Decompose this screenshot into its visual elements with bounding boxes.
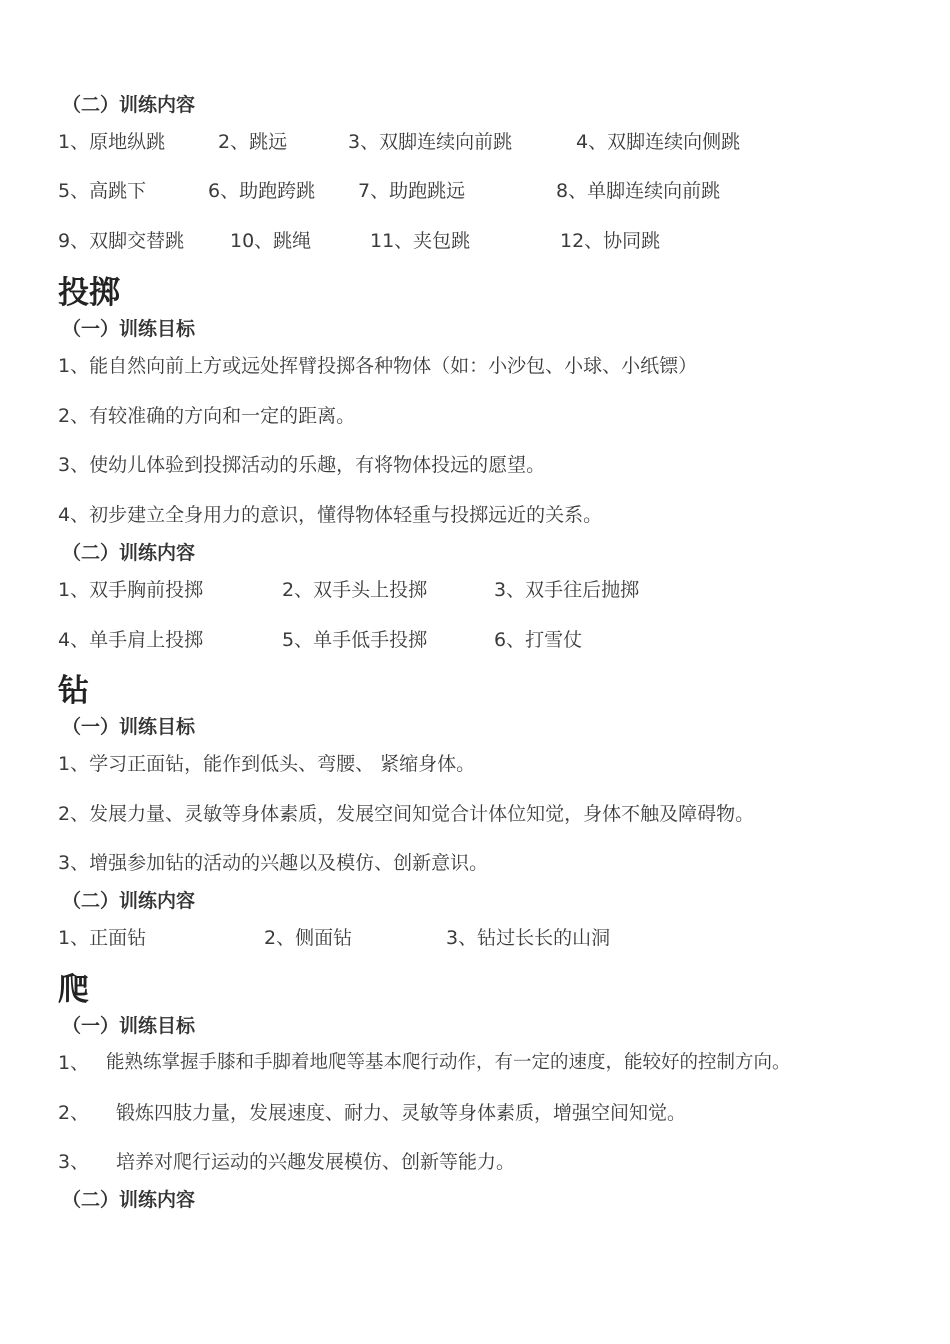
climbing-heading: 爬	[58, 972, 89, 1008]
jump-item-8: 8、单脚连续向前跳	[556, 180, 721, 202]
jump-item-12: 12、协同跳	[560, 230, 661, 252]
drill-item-3: 3、钻过长长的山洞	[446, 927, 611, 949]
throwing-heading: 投掷	[58, 275, 120, 311]
drill-item-1: 1、正面钻	[58, 927, 147, 949]
drill-item-2: 2、侧面钻	[264, 927, 353, 949]
climbing-goal-1-text: 能熟练掌握手膝和手脚着地爬等基本爬行动作，有一定的速度，能较好的控制方向。	[106, 1052, 791, 1073]
climbing-goal-3-number: 3、	[58, 1151, 90, 1173]
jump-item-9: 9、双脚交替跳	[58, 230, 185, 252]
jump-item-6: 6、助跑跨跳	[208, 180, 316, 202]
jump-item-3: 3、双脚连续向前跳	[348, 131, 513, 153]
throwing-goal-3: 3、使幼儿体验到投掷活动的乐趣，有将物体投远的愿望。	[58, 454, 546, 476]
jump-item-2: 2、跳远	[218, 131, 288, 153]
jump-item-4: 4、双脚连续向侧跳	[576, 131, 741, 153]
drilling-goal-3: 3、增强参加钻的活动的兴趣以及模仿、创新意识。	[58, 852, 489, 874]
climbing-goal-3-text: 培养对爬行运动的兴趣发展模仿、创新等能力。	[116, 1151, 516, 1173]
throw-item-3: 3、双手往后抛掷	[494, 579, 640, 601]
jump-item-10: 10、跳绳	[230, 230, 312, 252]
throw-item-2: 2、双手头上投掷	[282, 579, 428, 601]
climbing-goal-1-number: 1、	[58, 1052, 90, 1074]
climbing-goal-2-number: 2、	[58, 1102, 90, 1124]
throw-item-4: 4、单手肩上投掷	[58, 629, 204, 651]
throwing-goal-1: 1、能自然向前上方或远处挥臂投掷各种物体（如：小沙包、小球、小纸镖）	[58, 355, 698, 377]
jump-item-5: 5、高跳下	[58, 180, 147, 202]
throw-item-5: 5、单手低手投掷	[282, 629, 428, 651]
jump-item-1: 1、原地纵跳	[58, 131, 166, 153]
throwing-content-heading: （二）训练内容	[62, 542, 196, 564]
jump-item-7: 7、助跑跳远	[358, 180, 466, 202]
jumping-content-heading: （二）训练内容	[62, 94, 196, 116]
throwing-goal-2: 2、有较准确的方向和一定的距离。	[58, 405, 356, 427]
drilling-goal-2: 2、发展力量、灵敏等身体素质，发展空间知觉合计体位知觉，身体不触及障碍物。	[58, 803, 755, 825]
drilling-goals-heading: （一）训练目标	[62, 716, 196, 738]
throwing-goal-4: 4、初步建立全身用力的意识，懂得物体轻重与投掷远近的关系。	[58, 504, 603, 526]
throw-item-1: 1、双手胸前投掷	[58, 579, 204, 601]
climbing-content-heading: （二）训练内容	[62, 1189, 196, 1211]
climbing-goal-2-text: 锻炼四肢力量，发展速度、耐力、灵敏等身体素质，增强空间知觉。	[116, 1102, 687, 1124]
jump-item-11: 11、夹包跳	[370, 230, 471, 252]
drilling-goal-1: 1、学习正面钻，能作到低头、弯腰、 紧缩身体。	[58, 753, 476, 775]
throw-item-6: 6、打雪仗	[494, 629, 583, 651]
drilling-heading: 钻	[58, 673, 89, 709]
drilling-content-heading: （二）训练内容	[62, 890, 196, 912]
climbing-goals-heading: （一）训练目标	[62, 1015, 196, 1037]
throwing-goals-heading: （一）训练目标	[62, 318, 196, 340]
